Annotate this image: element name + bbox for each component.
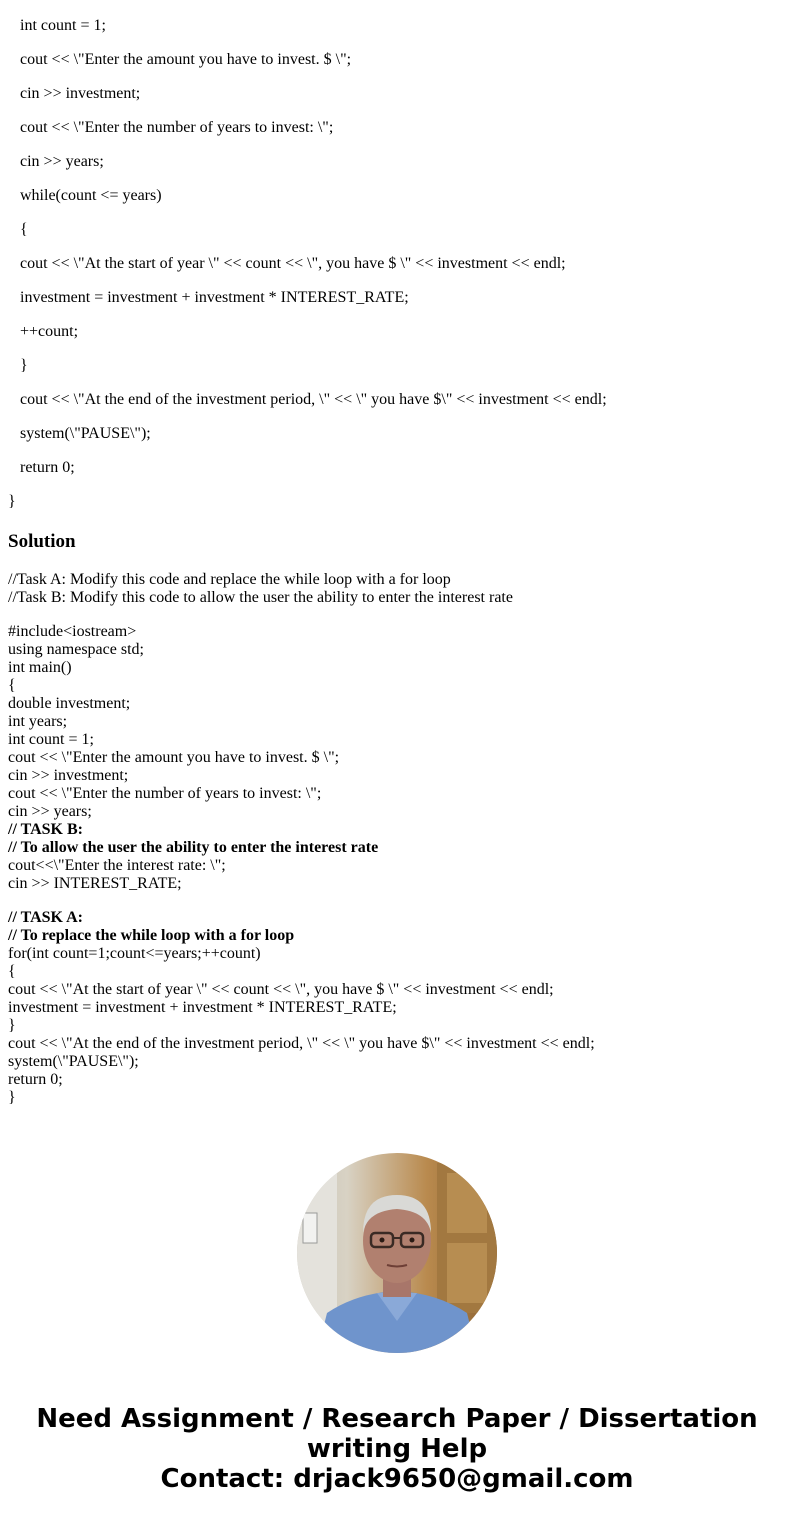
code-line: investment = investment + investment * INTEREST_RATE; [8, 999, 397, 1016]
person-photo-icon [297, 1153, 497, 1353]
code-line: cout << \"Enter the number of years to invest: \"; [8, 785, 322, 802]
code-line: cout << \"Enter the amount you have to invest. $ \"; [8, 749, 340, 766]
code-line: cin >> investment; [8, 767, 129, 784]
code-comment: // TASK A: [8, 909, 83, 926]
code-line: return 0; [8, 1071, 63, 1088]
code-line: investment = investment + investment * INTEREST_RATE; [20, 289, 409, 306]
code-line: int years; [8, 713, 68, 730]
code-line: } [8, 1089, 16, 1106]
solution-heading: Solution [8, 531, 76, 552]
code-line: { [8, 677, 16, 694]
code-line: using namespace std; [8, 641, 144, 658]
code-line: cout << \"Enter the number of years to invest: \"; [20, 119, 334, 136]
footer-line: Need Assignment / Research Paper / Dissertation [36, 1404, 758, 1434]
avatar [297, 1153, 497, 1353]
footer-promo [0, 1404, 794, 1494]
solution-code-part1 [8, 623, 788, 893]
code-line: return 0; [20, 459, 75, 476]
code-line: cout<<\"Enter the interest rate: \"; [8, 857, 226, 874]
code-comment: // TASK B: [8, 821, 83, 838]
code-line: cout << \"At the start of year \" << count << \", you have $ \" << investment << endl; [8, 981, 554, 998]
code-comment: // To replace the while loop with a for loop [8, 927, 295, 944]
code-line: cin >> INTEREST_RATE; [8, 875, 182, 892]
solution-code-part2 [8, 909, 788, 1107]
footer-line: writing Help [306, 1434, 488, 1464]
code-line: { [20, 221, 28, 238]
code-line: cin >> years; [8, 803, 92, 820]
code-line: for(int count=1;count<=years;++count) [8, 945, 261, 962]
code-line: system(\"PAUSE\"); [8, 1053, 139, 1070]
code-line: } [20, 357, 28, 374]
code-line: cout << \"At the start of year \" << count << \", you have $ \" << investment << endl; [20, 255, 566, 272]
code-line: system(\"PAUSE\"); [20, 425, 151, 442]
code-line: int count = 1; [8, 731, 94, 748]
code-line: int count = 1; [20, 17, 106, 34]
code-line: { [8, 963, 16, 980]
code-line: ++count; [20, 323, 79, 340]
code-line: } [8, 1017, 16, 1034]
task-line: //Task A: Modify this code and replace the while loop with a for loop [8, 571, 451, 588]
code-line: int main() [8, 659, 72, 676]
code-comment: // To allow the user the ability to enter the interest rate [8, 839, 379, 856]
code-line: while(count <= years) [20, 187, 162, 204]
code-line: cout << \"Enter the amount you have to invest. $ \"; [20, 51, 352, 68]
code-line: } [8, 493, 16, 510]
code-line: cin >> investment; [20, 85, 141, 102]
code-line: double investment; [8, 695, 131, 712]
code-line: cout << \"At the end of the investment period, \" << \" you have $\" << investment << endl; [20, 391, 607, 408]
code-line: #include<iostream> [8, 623, 137, 640]
task-line: //Task B: Modify this code to allow the user the ability to enter the interest rate [8, 589, 513, 606]
code-line: cout << \"At the end of the investment period, \" << \" you have $\" << investment << endl; [8, 1035, 595, 1052]
footer-contact: Contact: drjack9650@gmail.com [160, 1464, 634, 1494]
solution-tasks [8, 571, 788, 607]
code-line: cin >> years; [20, 153, 104, 170]
